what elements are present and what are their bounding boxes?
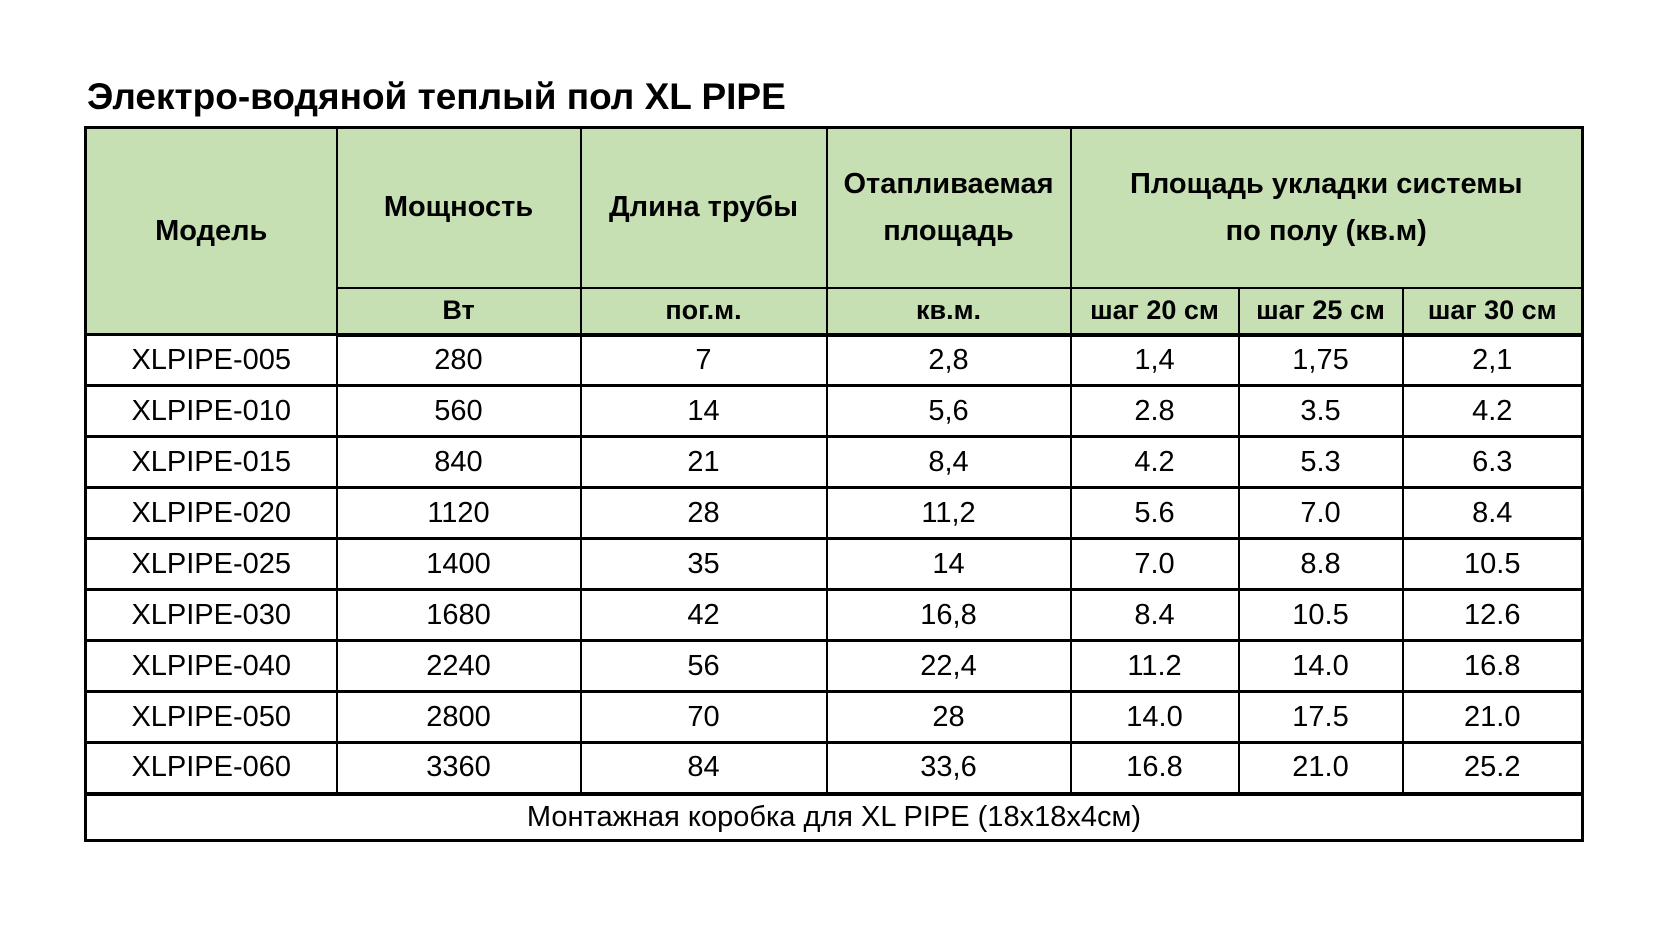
cell-step-20: 14.0 bbox=[1071, 692, 1239, 743]
cell-step-20: 2.8 bbox=[1071, 386, 1239, 437]
table-row bbox=[86, 539, 1583, 590]
cell-power: 2240 bbox=[337, 641, 581, 692]
cell-power: 1400 bbox=[337, 539, 581, 590]
cell-model: XLPIPE-025 bbox=[86, 539, 337, 590]
header-step-25: шаг 25 см bbox=[1239, 288, 1403, 335]
cell-heated-area: 28 bbox=[827, 692, 1071, 743]
cell-step-20: 7.0 bbox=[1071, 539, 1239, 590]
cell-power: 1680 bbox=[337, 590, 581, 641]
header-laying-area-line1: Площадь укладки системы bbox=[1130, 167, 1523, 200]
cell-heated-area: 8,4 bbox=[827, 437, 1071, 488]
cell-step-30: 6.3 bbox=[1403, 437, 1583, 488]
cell-pipe-length: 35 bbox=[581, 539, 827, 590]
header-row-main bbox=[86, 128, 1583, 288]
table-footer-row bbox=[86, 794, 1583, 841]
cell-pipe-length: 14 bbox=[581, 386, 827, 437]
table-row bbox=[86, 335, 1583, 386]
cell-model: XLPIPE-005 bbox=[86, 335, 337, 386]
cell-step-20: 5.6 bbox=[1071, 488, 1239, 539]
page-title: Электро-водяной теплый пол XL PIPE bbox=[87, 76, 786, 117]
cell-step-25: 5.3 bbox=[1239, 437, 1403, 488]
unit-power: Вт bbox=[337, 288, 581, 335]
cell-pipe-length: 21 bbox=[581, 437, 827, 488]
table-row bbox=[86, 488, 1583, 539]
cell-heated-area: 11,2 bbox=[827, 488, 1071, 539]
header-heated-area-line1: Отапливаемая bbox=[843, 167, 1054, 200]
cell-step-20: 8.4 bbox=[1071, 590, 1239, 641]
cell-step-30: 8.4 bbox=[1403, 488, 1583, 539]
cell-model: XLPIPE-020 bbox=[86, 488, 337, 539]
cell-step-30: 16.8 bbox=[1403, 641, 1583, 692]
table-row bbox=[86, 743, 1583, 794]
header-laying-area-line2: по полу (кв.м) bbox=[1225, 214, 1427, 247]
cell-step-30: 2,1 bbox=[1403, 335, 1583, 386]
header-heated-area bbox=[827, 128, 1071, 288]
cell-power: 2800 bbox=[337, 692, 581, 743]
cell-step-25: 7.0 bbox=[1239, 488, 1403, 539]
cell-step-30: 21.0 bbox=[1403, 692, 1583, 743]
cell-power: 3360 bbox=[337, 743, 581, 794]
cell-pipe-length: 7 bbox=[581, 335, 827, 386]
header-power: Мощность bbox=[337, 128, 581, 288]
cell-step-25: 17.5 bbox=[1239, 692, 1403, 743]
cell-step-25: 1,75 bbox=[1239, 335, 1403, 386]
cell-step-20: 16.8 bbox=[1071, 743, 1239, 794]
cell-step-25: 8.8 bbox=[1239, 539, 1403, 590]
cell-pipe-length: 70 bbox=[581, 692, 827, 743]
table-row bbox=[86, 590, 1583, 641]
cell-model: XLPIPE-050 bbox=[86, 692, 337, 743]
header-model: Модель bbox=[86, 128, 337, 335]
cell-step-20: 11.2 bbox=[1071, 641, 1239, 692]
cell-step-25: 21.0 bbox=[1239, 743, 1403, 794]
cell-model: XLPIPE-015 bbox=[86, 437, 337, 488]
cell-step-25: 3.5 bbox=[1239, 386, 1403, 437]
header-pipe-length: Длина трубы bbox=[581, 128, 827, 288]
cell-step-30: 4.2 bbox=[1403, 386, 1583, 437]
cell-heated-area: 33,6 bbox=[827, 743, 1071, 794]
cell-model: XLPIPE-060 bbox=[86, 743, 337, 794]
header-laying-area bbox=[1071, 128, 1583, 288]
table-body bbox=[86, 335, 1583, 841]
table-header bbox=[86, 128, 1583, 335]
cell-model: XLPIPE-040 bbox=[86, 641, 337, 692]
unit-heated-area: кв.м. bbox=[827, 288, 1071, 335]
header-step-20: шаг 20 см bbox=[1071, 288, 1239, 335]
table-row bbox=[86, 692, 1583, 743]
cell-power: 280 bbox=[337, 335, 581, 386]
cell-pipe-length: 28 bbox=[581, 488, 827, 539]
cell-step-30: 12.6 bbox=[1403, 590, 1583, 641]
cell-heated-area: 5,6 bbox=[827, 386, 1071, 437]
cell-power: 840 bbox=[337, 437, 581, 488]
cell-power: 1120 bbox=[337, 488, 581, 539]
cell-heated-area: 14 bbox=[827, 539, 1071, 590]
table-row bbox=[86, 437, 1583, 488]
cell-step-25: 14.0 bbox=[1239, 641, 1403, 692]
cell-pipe-length: 42 bbox=[581, 590, 827, 641]
cell-pipe-length: 84 bbox=[581, 743, 827, 794]
header-heated-area-line2: площадь bbox=[883, 214, 1014, 247]
cell-power: 560 bbox=[337, 386, 581, 437]
cell-heated-area: 22,4 bbox=[827, 641, 1071, 692]
unit-pipe-length: пог.м. bbox=[581, 288, 827, 335]
table-row bbox=[86, 641, 1583, 692]
footer-note: Монтажная коробка для XL PIPE (18х18х4см) bbox=[86, 794, 1583, 841]
cell-step-30: 25.2 bbox=[1403, 743, 1583, 794]
cell-heated-area: 2,8 bbox=[827, 335, 1071, 386]
cell-model: XLPIPE-010 bbox=[86, 386, 337, 437]
cell-pipe-length: 56 bbox=[581, 641, 827, 692]
cell-step-20: 4.2 bbox=[1071, 437, 1239, 488]
cell-model: XLPIPE-030 bbox=[86, 590, 337, 641]
cell-step-30: 10.5 bbox=[1403, 539, 1583, 590]
cell-step-20: 1,4 bbox=[1071, 335, 1239, 386]
product-table bbox=[84, 126, 1584, 842]
header-step-30: шаг 30 см bbox=[1403, 288, 1583, 335]
table-row bbox=[86, 386, 1583, 437]
cell-step-25: 10.5 bbox=[1239, 590, 1403, 641]
cell-heated-area: 16,8 bbox=[827, 590, 1071, 641]
